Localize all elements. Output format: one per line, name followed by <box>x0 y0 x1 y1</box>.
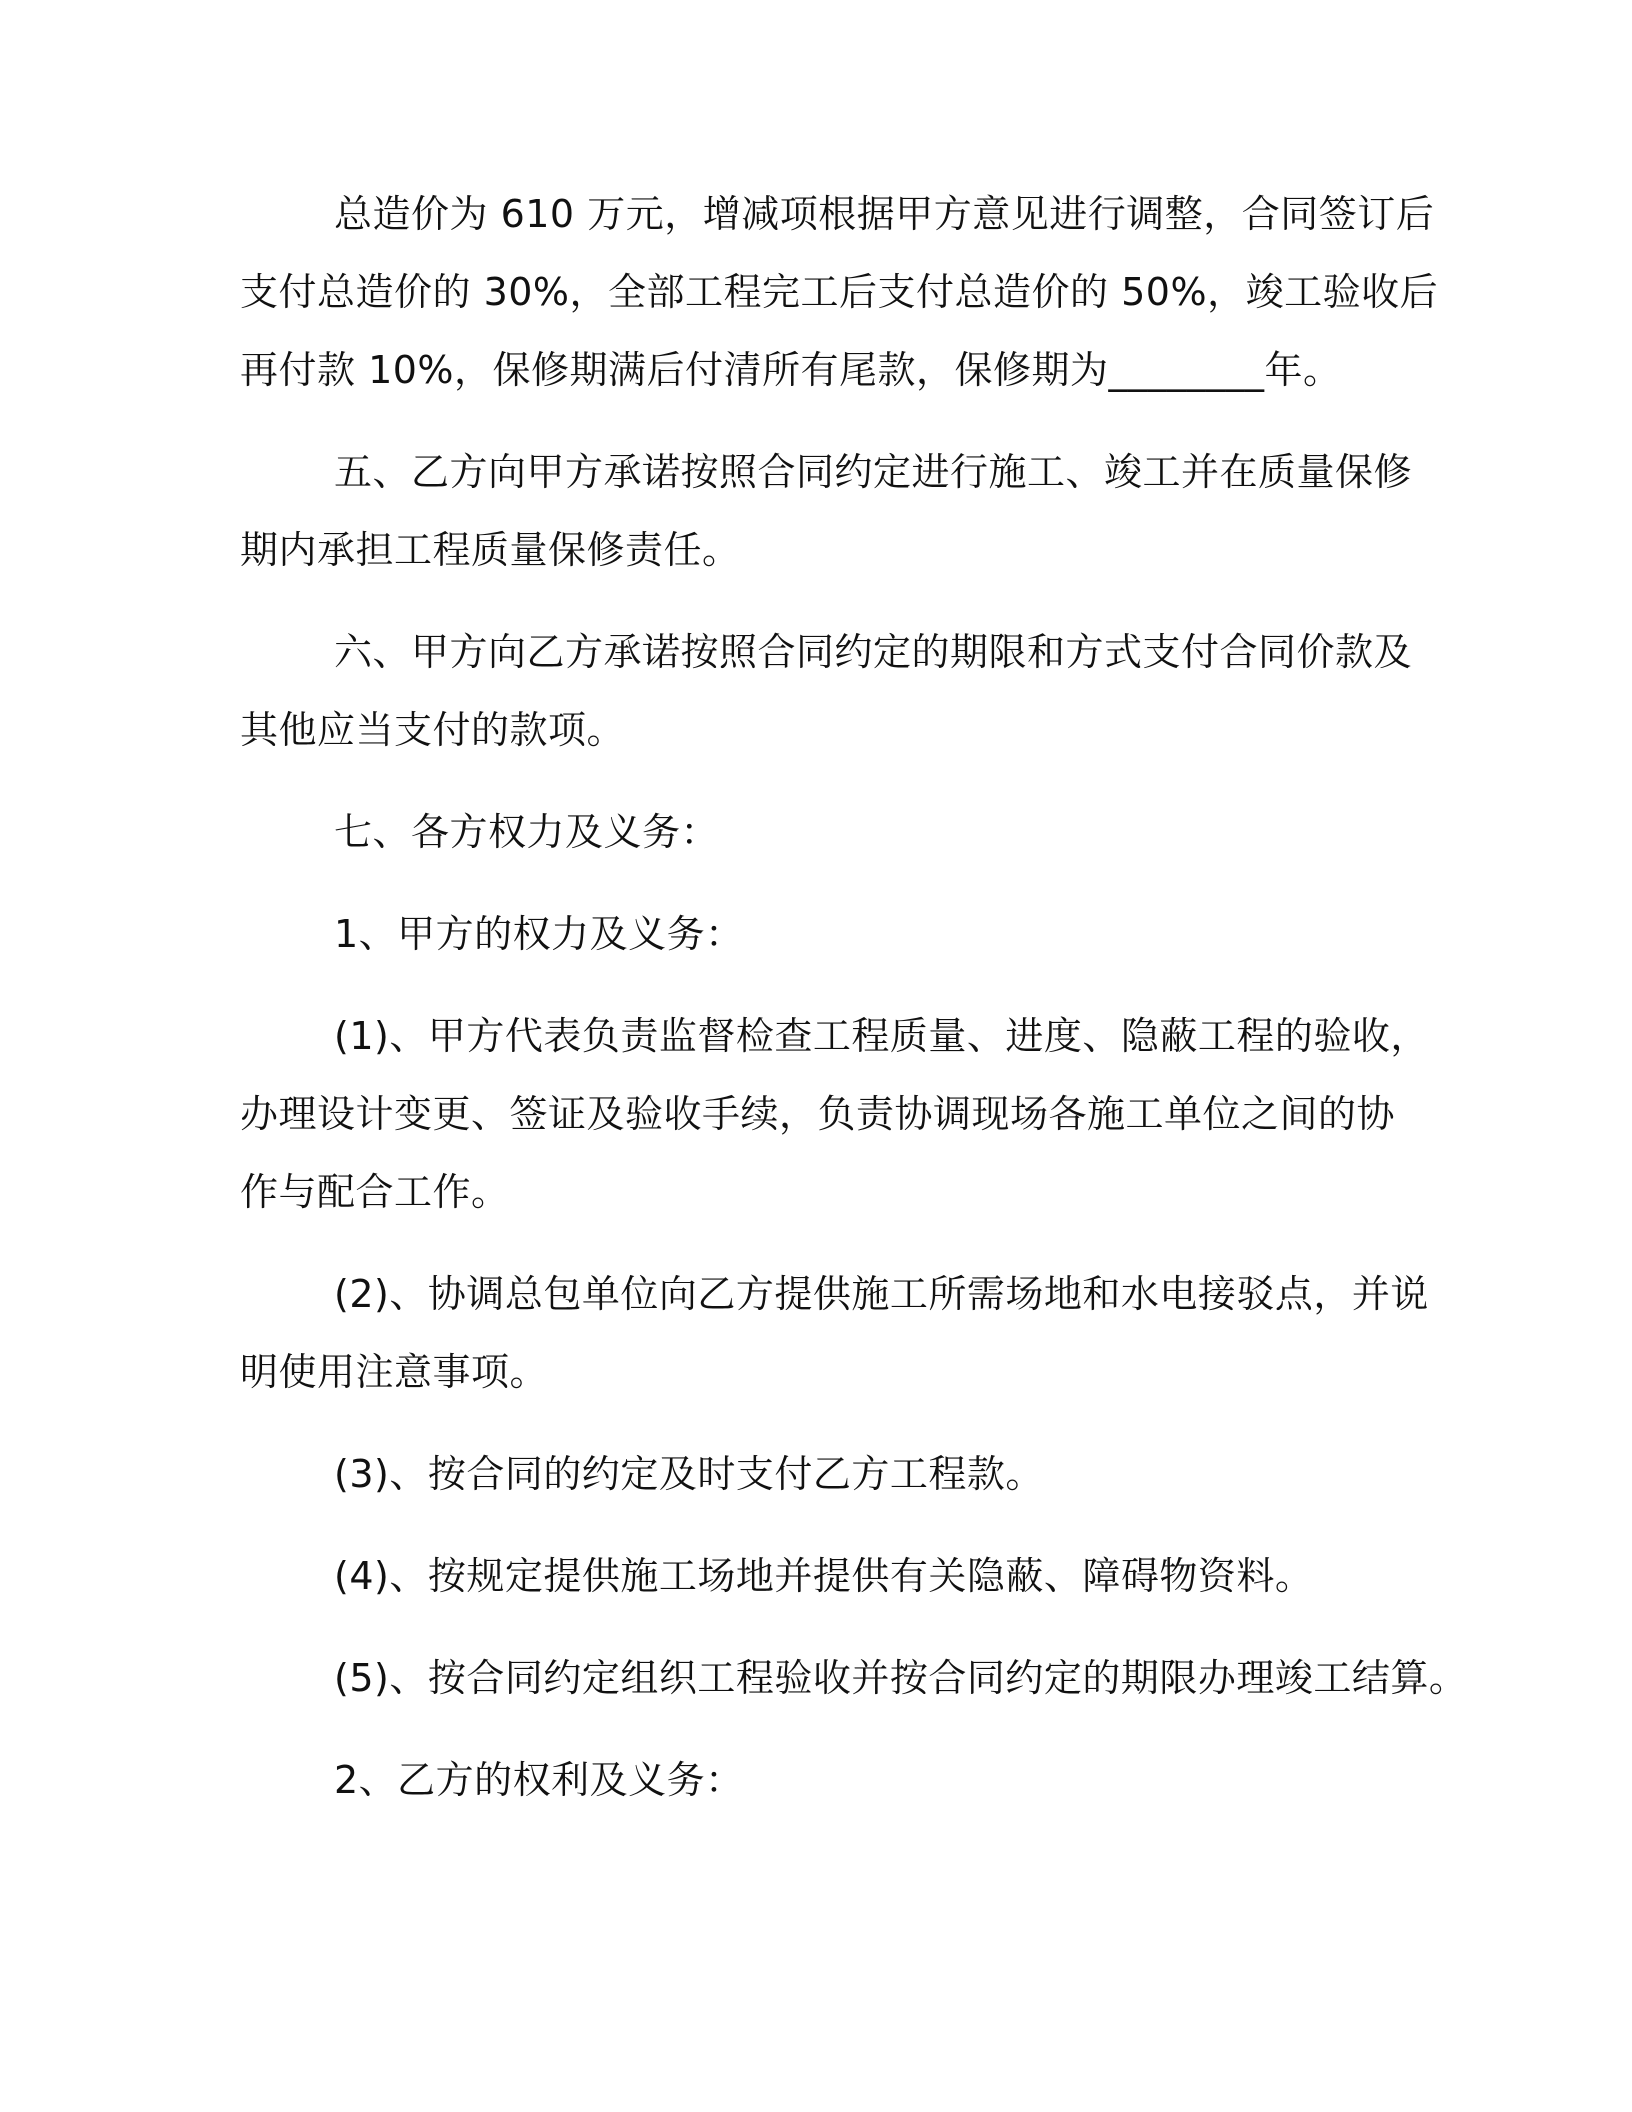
party-a-item-1-line-2: 办理设计变更、签证及验收手续，负责协调现场各施工单位之间的协 <box>240 1092 1396 1136</box>
clause-7-heading: 七、各方权力及义务： <box>334 810 720 854</box>
payment-terms-line-2: 支付总造价的 30%，全部工程完工后支付总造价的 50%，竣工验收后 <box>240 270 1439 314</box>
party-a-heading: 1、甲方的权力及义务： <box>334 912 744 956</box>
party-a-item-1-line-3: 作与配合工作。 <box>240 1170 510 1214</box>
party-a-item-4: (4)、按规定提供施工场地并提供有关隐蔽、障碍物资料。 <box>334 1554 1314 1598</box>
clause-5-line-1: 五、乙方向甲方承诺按照合同约定进行施工、竣工并在质量保修 <box>334 450 1413 494</box>
payment-terms-line-3: 再付款 10%，保修期满后付清所有尾款，保修期为________年。 <box>240 348 1342 392</box>
party-b-heading: 2、乙方的权利及义务： <box>334 1758 744 1802</box>
payment-terms-line-1: 总造价为 610 万元，增减项根据甲方意见进行调整，合同签订后 <box>334 192 1435 236</box>
party-a-item-3: (3)、按合同的约定及时支付乙方工程款。 <box>334 1452 1044 1496</box>
party-a-item-5: (5)、按合同约定组织工程验收并按合同约定的期限办理竣工结算。 <box>334 1656 1468 1700</box>
party-a-item-2-line-2: 明使用注意事项。 <box>240 1350 549 1394</box>
clause-6-line-1: 六、甲方向乙方承诺按照合同约定的期限和方式支付合同价款及 <box>334 630 1413 674</box>
clause-6-line-2: 其他应当支付的款项。 <box>240 708 626 752</box>
party-a-item-1-line-1: (1)、甲方代表负责监督检查工程质量、进度、隐蔽工程的验收， <box>334 1014 1429 1058</box>
party-a-item-2-line-1: (2)、协调总包单位向乙方提供施工所需场地和水电接驳点，并说 <box>334 1272 1429 1316</box>
clause-5-line-2: 期内承担工程质量保修责任。 <box>240 528 741 572</box>
